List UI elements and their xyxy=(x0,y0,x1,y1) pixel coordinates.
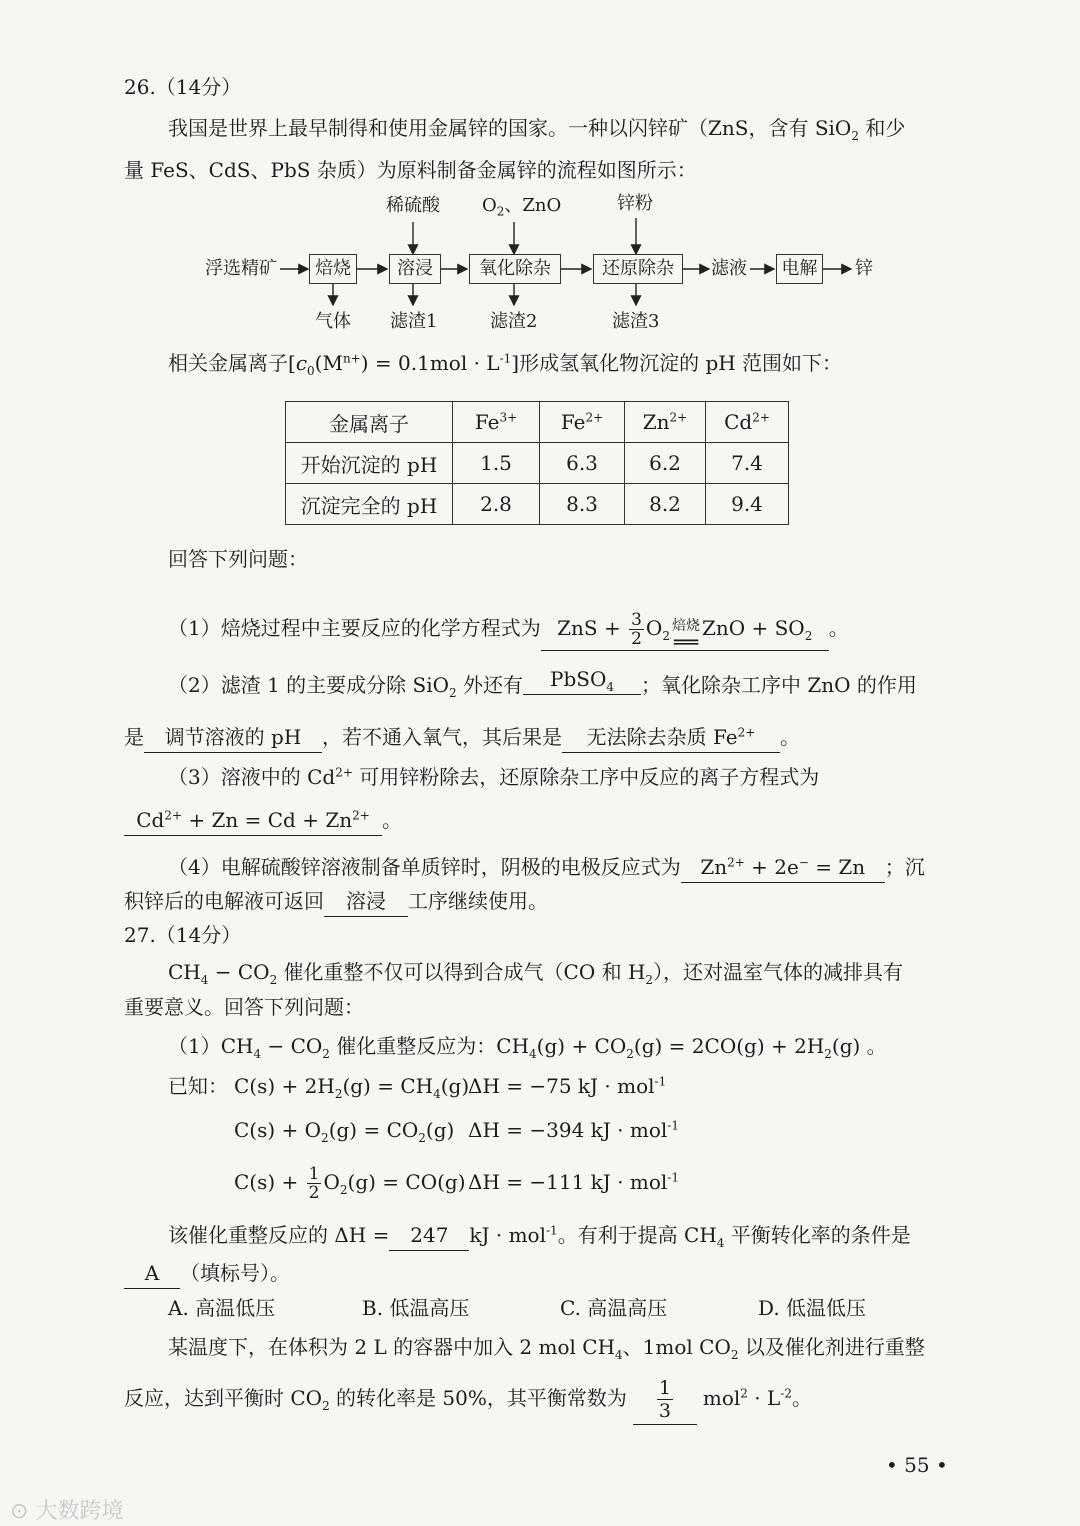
known-equation-2: $C(s) + O_2(g) = CO_2(g)$ xyxy=(234,1118,455,1145)
fraction: $\frac{1}{2}$ xyxy=(308,1164,320,1203)
known-enthalpy-3: ΔH = −111 kJ · mol$^{-1}$ xyxy=(468,1170,679,1194)
option-a: A. 高温低压 xyxy=(168,1296,276,1320)
option-d: D. 低温低压 xyxy=(758,1296,867,1320)
flow-step-oxidation: 氧化除杂 xyxy=(469,254,561,284)
flow-reagent-zinc: 锌粉 xyxy=(617,193,653,214)
table-row xyxy=(286,443,789,484)
flow-feed-label: 浮选精矿 xyxy=(205,258,277,279)
table-ion-cell: $Fe^{2+}$ xyxy=(540,402,625,443)
answer-blank: A xyxy=(124,1258,180,1289)
reaction-condition: 焙烧 ══ xyxy=(671,618,700,654)
q26-part2-line2: 是 调节溶液的 pH ，若不通入氧气，其后果是 无法除去杂质 $Fe^{2+}$ 。 xyxy=(124,722,800,753)
flow-step-leaching: 溶浸 xyxy=(389,254,441,284)
answer-blank: $Zn^{2+} + 2e^- = Zn$ xyxy=(681,852,885,883)
table-ion-cell: $Fe^{3+}$ xyxy=(453,402,540,443)
q26-part1: （1）焙烧过程中主要反应的化学方程式为 ZnS + $\frac{3}{2}$ $O_2$ 焙烧 ══ ZnO + $SO_2$ 。 xyxy=(168,606,849,651)
ph-range-table xyxy=(285,401,789,525)
option-b: B. 低温高压 xyxy=(362,1296,470,1320)
table-header-cell: 金属离子 xyxy=(286,402,453,443)
q26-part2-line1: （2）滤渣 1 的主要成分除 SiO$_2$ 外还有 PbSO$_4$ ；氧化除杂工序中 ZnO 的作用 xyxy=(168,670,917,701)
q26-part4-line1: （4）电解硫酸锌溶液制备单质锌时，阴极的电极反应式为 $Zn^{2+} + 2e^- = Zn$ ；沉 xyxy=(168,852,925,883)
table-cell: 9.4 xyxy=(706,484,789,525)
answer-blank: PbSO$_4$ xyxy=(523,664,641,695)
q26-part3-line1: （3）溶液中的 $Cd^{2+}$ 可用锌粉除去，还原除杂工序中反应的离子方程式为 xyxy=(168,765,820,789)
flow-step-reduction: 还原除杂 xyxy=(593,254,683,284)
flow-step-electrolysis: 电解 xyxy=(776,254,823,284)
table-row xyxy=(286,484,789,525)
known-equation-3: C(s) + $\frac{1}{2}$ $O_2(g) = CO(g)$ xyxy=(234,1164,466,1203)
known-label: 已知： xyxy=(168,1074,228,1098)
q26-part4-line2: 积锌后的电解液可返回 溶浸 工序继续使用。 xyxy=(124,886,548,917)
q26-header: 26.（14分） xyxy=(124,75,242,99)
answer-blank: 无法除去杂质 $Fe^{2+}$ xyxy=(562,722,780,753)
answer-blank xyxy=(633,1372,697,1425)
flow-output-residue1: 滤渣1 xyxy=(390,311,438,332)
fraction: $\frac{1}{3}$ xyxy=(658,1377,671,1422)
flow-output-residue3: 滤渣3 xyxy=(612,311,660,332)
answer-blank: 247 xyxy=(389,1220,469,1251)
q27-part1: $(1)CH_4 - CO_2$ 催化重整反应为：$CH_4(g) + CO_2(g) = 2CO(g) + 2H_2(g)$ 。 xyxy=(168,1034,887,1061)
answer-blank: 调节溶液的 pH xyxy=(144,722,322,753)
flow-product-label: 锌 xyxy=(855,258,873,279)
q27-header: 27.（14分） xyxy=(124,923,242,947)
table-ion-cell: $Cd^{2+}$ xyxy=(706,402,789,443)
flow-output-gas: 气体 xyxy=(315,311,351,332)
q26-intro-line1: 我国是世界上最早制得和使用金属锌的国家。一种以闪锌矿（ZnS，含有 SiO$_2$ 和少 xyxy=(168,116,906,143)
flow-reagent-oxygen: $O_2$、ZnO xyxy=(482,195,562,219)
flow-filtrate-label: 滤液 xyxy=(711,258,747,279)
known-equation-1: $C(s) + 2H_2(g) = CH_4(g)$ xyxy=(234,1074,470,1101)
condition-answer-line: A （填标号）。 xyxy=(124,1258,290,1289)
answer-blank: ZnS + $\frac{3}{2}$ $O_2$ 焙烧 ══ ZnO + $SO_2$ xyxy=(541,606,829,651)
equilibrium-constant-line: 反应，达到平衡时 $CO_2$ 的转化率是 50%，其平衡常数为 $\frac{1}{3}$ $mol^2 \cdot L^{-2}$。 xyxy=(124,1372,812,1425)
option-c: C. 高温高压 xyxy=(560,1296,668,1320)
q26-part3-line2: $Cd^{2+} + Zn = Cd + Zn^{2+}$ 。 xyxy=(124,805,402,836)
flow-step-roasting: 焙烧 xyxy=(309,254,357,284)
answer-blank: $Cd^{2+} + Zn = Cd + Zn^{2+}$ xyxy=(124,805,382,836)
page-number: • 55 • xyxy=(886,1453,948,1477)
table-row-label: 沉淀完全的 pH xyxy=(286,484,453,525)
fraction: $\frac{3}{2}$ xyxy=(631,610,642,649)
q26-intro-line2: 量 FeS、CdS、PbS 杂质）为原料制备金属锌的流程如图所示： xyxy=(124,158,697,182)
flow-output-residue2: 滤渣2 xyxy=(490,311,538,332)
q27-intro-line2: 重要意义。回答下列问题： xyxy=(124,995,364,1019)
known-enthalpy-2: ΔH = −394 kJ · mol$^{-1}$ xyxy=(468,1118,679,1142)
q27-intro-line1: $CH_4 - CO_2$ 催化重整不仅可以得到合成气（CO 和 $H_2$），还对温室气体的减排具有 xyxy=(168,960,904,987)
answer-prompt: 回答下列问题： xyxy=(168,547,308,571)
table-header-row xyxy=(286,402,789,443)
equilibrium-setup-line: 某温度下，在体积为 2 L 的容器中加入 2 mol $CH_4$、1mol $CO_2$ 以及催化剂进行重整 xyxy=(168,1335,925,1362)
table-cell: 1.5 xyxy=(453,443,540,484)
table-cell: 2.8 xyxy=(453,484,540,525)
table-cell: 6.3 xyxy=(540,443,625,484)
table-cell: 8.2 xyxy=(625,484,706,525)
known-enthalpy-1: ΔH = −75 kJ · mol$^{-1}$ xyxy=(468,1074,667,1098)
watermark-logo-icon: ⊙ xyxy=(10,1499,29,1524)
watermark: ⊙ 大数跨境 xyxy=(10,1499,124,1524)
table-cell: 6.2 xyxy=(625,443,706,484)
table-cell: 8.3 xyxy=(540,484,625,525)
table-cell: 7.4 xyxy=(706,443,789,484)
flow-reagent-acid: 稀硫酸 xyxy=(386,195,440,216)
table-row-label: 开始沉淀的 pH xyxy=(286,443,453,484)
answer-blank: 溶浸 xyxy=(324,886,408,917)
table-intro: 相关金属离子$[c_0(M^{n+}) = 0.1mol \cdot L^{-1}]$形成氢氧化物沉淀的 pH 范围如下： xyxy=(168,351,843,378)
table-ion-cell: $Zn^{2+}$ xyxy=(625,402,706,443)
enthalpy-question: 该催化重整反应的 ΔH = 247 kJ · mol$^{-1}$。有利于提高 $CH_4$ 平衡转化率的条件是 xyxy=(168,1220,911,1251)
